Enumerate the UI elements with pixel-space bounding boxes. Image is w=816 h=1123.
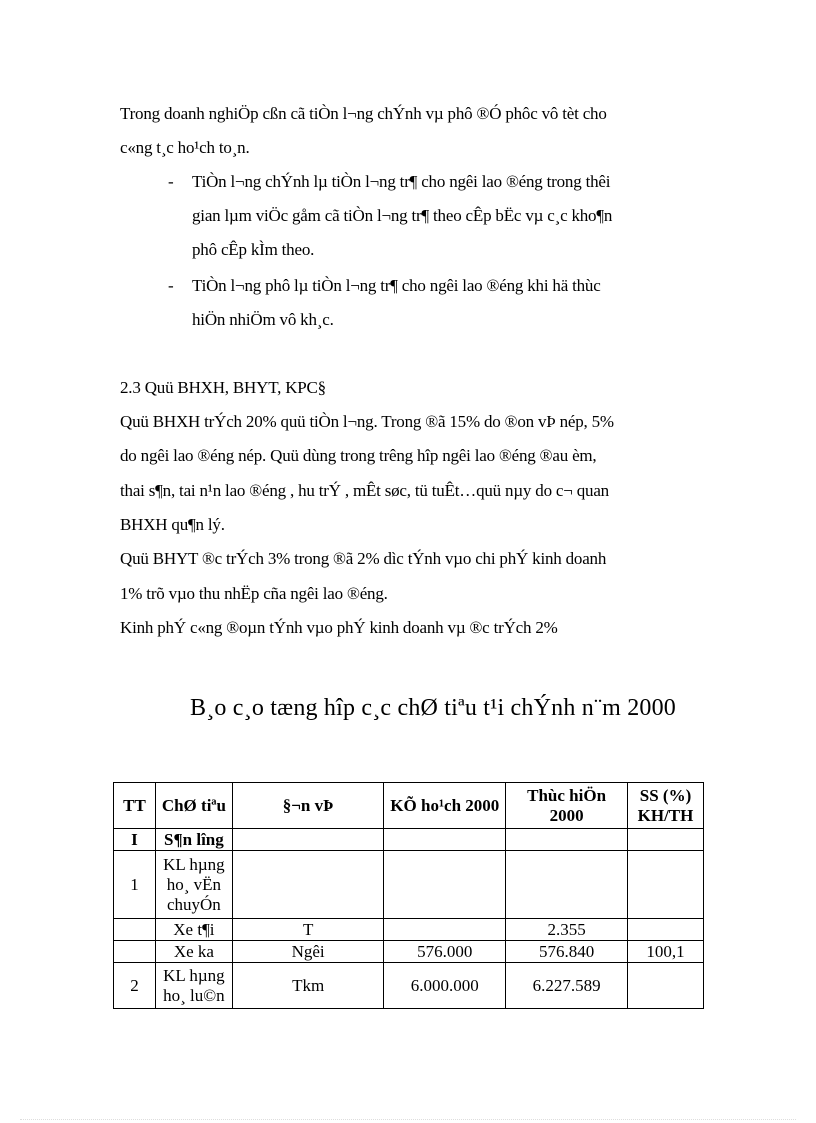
cell-actual: 576.840 — [506, 941, 628, 963]
paragraph-2-line-4: BHXH qu¶n lý. — [120, 515, 225, 534]
cell-tt: 1 — [114, 851, 156, 919]
report-table — [113, 782, 704, 1009]
cell-plan: 6.000.000 — [384, 963, 506, 1009]
paragraph-1-line-1: Trong doanh nghiÖp cßn cã tiÒn l¬ng chÝnh vµ phô ®Ó phôc vô tèt cho — [120, 104, 607, 123]
paragraph-2-line-3: thai s¶n, tai n¹n lao ®éng , hu trÝ , mÊt søc, tü tuÊt…quü nµy do c¬ quan — [120, 481, 609, 500]
table-row — [114, 941, 704, 963]
cell-tt: I — [114, 829, 156, 851]
cell-indicator: Xe ka — [155, 941, 232, 963]
cell-tt — [114, 919, 156, 941]
paragraph-3-line-2: 1% trõ vµo thu nhËp cña ngêi lao ®éng. — [120, 584, 388, 603]
cell-plan: 576.000 — [384, 941, 506, 963]
cell-plan — [384, 919, 506, 941]
cell-indicator: KL hµng ho¸ lu©n — [155, 963, 232, 1009]
table-row — [114, 963, 704, 1009]
cell-unit: Tkm — [232, 963, 384, 1009]
cell-indicator: S¶n lîng — [155, 829, 232, 851]
cell-actual — [506, 829, 628, 851]
table-row — [114, 829, 704, 851]
header-unit: §¬n vÞ — [232, 783, 384, 829]
bullet-1-line-1: TiÒn l¬ng chÝnh lµ tiÒn l¬ng tr¶ cho ngêi lao ®éng trong thêi — [192, 172, 611, 191]
header-plan: KÕ ho¹ch 2000 — [384, 783, 506, 829]
bullet-1-line-3: phô cÊp kÌm theo. — [192, 240, 315, 259]
cell-plan — [384, 829, 506, 851]
bullet-2-line-1: TiÒn l¬ng phô lµ tiÒn l¬ng tr¶ cho ngêi lao ®éng khi hä thùc — [192, 276, 601, 295]
cell-unit: Ngêi — [232, 941, 384, 963]
cell-ratio — [628, 829, 704, 851]
section-heading: 2.3 Quü BHXH, BHYT, KPC§ — [120, 378, 326, 397]
bullet-1-line-2: gian lµm viÖc gåm cã tiÒn l¬ng tr¶ theo cÊp bËc vµ c¸c kho¶n — [192, 206, 613, 225]
cell-ratio — [628, 851, 704, 919]
table-row — [114, 851, 704, 919]
header-actual: Thùc hiÖn 2000 — [506, 783, 628, 829]
paragraph-4-line-1: Kinh phÝ c«ng ®oµn tÝnh vµo phÝ kinh doanh vµ ®c trÝch 2% — [120, 618, 558, 637]
header-indicator: ChØ tiªu — [155, 783, 232, 829]
paragraph-2-line-1: Quü BHXH trÝch 20% quü tiÒn l¬ng. Trong ®ã 15% do ®on vÞ nép, 5% — [120, 412, 614, 431]
paragraph-1-line-2: c«ng t¸c ho¹ch to¸n. — [120, 138, 250, 157]
cell-unit: T — [232, 919, 384, 941]
header-tt: TT — [114, 783, 156, 829]
cell-plan — [384, 851, 506, 919]
cell-ratio — [628, 963, 704, 1009]
table-row — [114, 919, 704, 941]
cell-unit — [232, 829, 384, 851]
bullet-2-line-2: hiÖn nhiÖm vô kh¸c. — [192, 310, 334, 329]
table-header-row — [114, 783, 704, 829]
cell-indicator: KL hµng ho¸ vËn chuyÓn — [155, 851, 232, 919]
cell-actual: 2.355 — [506, 919, 628, 941]
page-bottom-rule — [20, 1119, 796, 1120]
bullet-dash: - — [168, 172, 174, 191]
cell-ratio — [628, 919, 704, 941]
cell-actual: 6.227.589 — [506, 963, 628, 1009]
cell-ratio: 100,1 — [628, 941, 704, 963]
paragraph-3-line-1: Quü BHYT ®c trÝch 3% trong ®ã 2% dìc tÝnh vµo chi phÝ kinh doanh — [120, 549, 607, 568]
cell-tt — [114, 941, 156, 963]
report-title: B¸o c¸o tæng hîp c¸c chØ tiªu t¹i chÝnh n¨m 2000 — [190, 695, 677, 721]
cell-indicator: Xe t¶i — [155, 919, 232, 941]
cell-unit — [232, 851, 384, 919]
cell-tt: 2 — [114, 963, 156, 1009]
paragraph-2-line-2: do ngêi lao ®éng nép. Quü dùng trong trêng hîp ngêi lao ®éng ®au èm, — [120, 446, 597, 465]
header-ratio: SS (%) KH/TH — [628, 783, 704, 829]
cell-actual — [506, 851, 628, 919]
bullet-dash: - — [168, 276, 174, 295]
